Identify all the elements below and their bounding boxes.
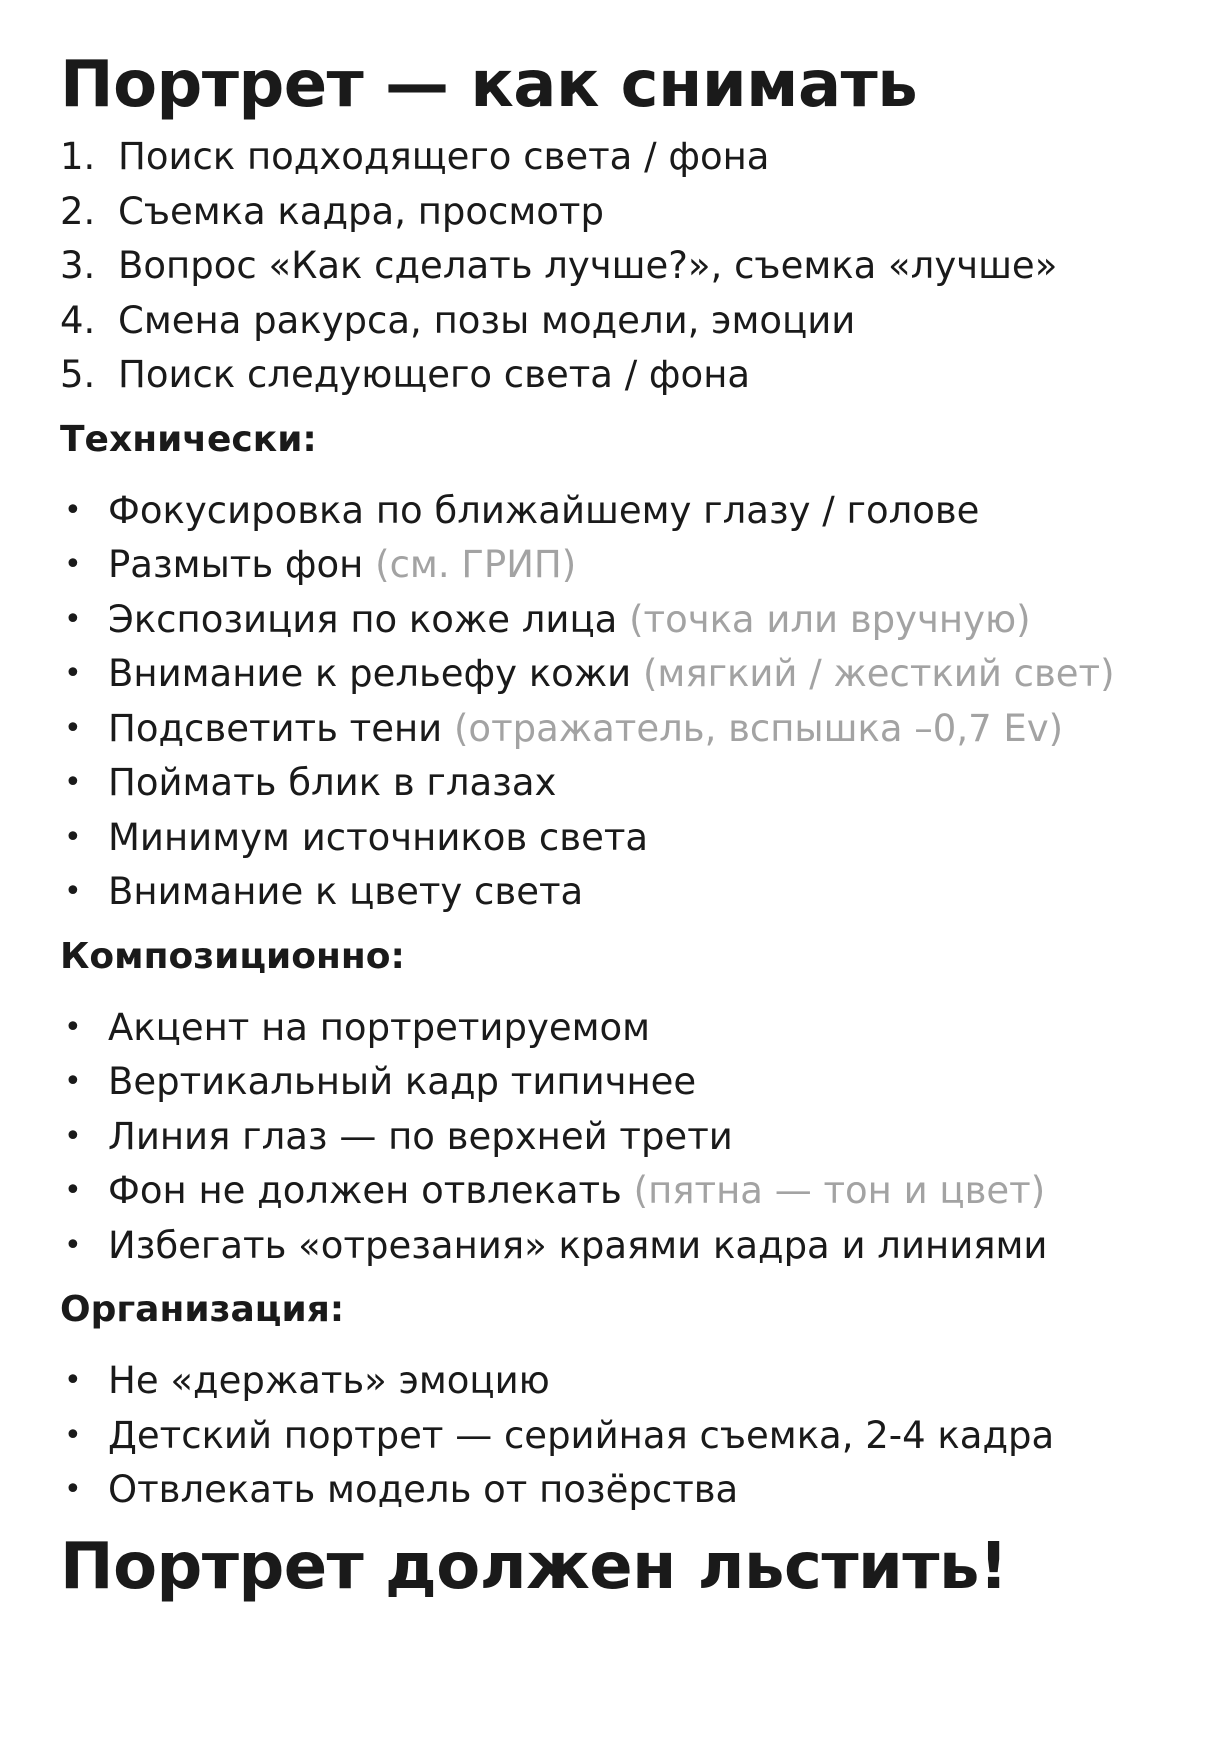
technical-item [60, 865, 1180, 920]
organization-item [60, 1463, 1180, 1518]
technical-item [60, 593, 1180, 648]
step-number: 1. [60, 135, 96, 178]
item-text: Фон не должен отвлекать [108, 1169, 622, 1212]
bullet-icon: • [64, 656, 82, 691]
item-text: Внимание к цвету света [108, 870, 584, 913]
page-title: Портрет — как снимать [60, 48, 918, 122]
document-page [60, 40, 1180, 1610]
step-text: Поиск следующего света / фона [118, 353, 751, 396]
item-note: (точка или вручную) [629, 597, 1031, 641]
item-text: Поймать блик в глазах [108, 761, 557, 804]
item-text: Отвлекать модель от позёрства [108, 1468, 739, 1511]
bullet-icon: • [64, 819, 82, 855]
composition-item [60, 1001, 1180, 1056]
step-item [60, 294, 1180, 349]
step-number: 3. [60, 244, 96, 287]
item-text: Размыть фон [108, 543, 364, 586]
technical-item [60, 702, 1180, 757]
technical-item [60, 811, 1180, 866]
item-text: Акцент на портретируемом [108, 1005, 651, 1049]
steps-list [60, 130, 1180, 403]
bullet-icon: • [64, 1472, 82, 1507]
item-text: Вертикальный кадр типичнее [108, 1060, 697, 1103]
step-item [60, 239, 1180, 294]
technical-heading: Технически: [60, 418, 317, 460]
organization-list [60, 1354, 1180, 1518]
technical-item [60, 756, 1180, 811]
composition-item [60, 1055, 1180, 1110]
step-number: 5. [60, 353, 96, 396]
composition-item [60, 1110, 1180, 1165]
bullet-icon: • [64, 1173, 82, 1208]
item-note: (отражатель, вспышка –0,7 Ev) [454, 706, 1064, 750]
item-text: Подсветить тени [108, 706, 443, 750]
item-text: Избегать «отрезания» краями кадра и линиями [108, 1223, 1048, 1267]
technical-item [60, 484, 1180, 539]
item-note: (пятна — тон и цвет) [633, 1169, 1046, 1212]
bullet-icon: • [64, 874, 82, 909]
bullet-icon: • [64, 1417, 82, 1453]
composition-heading: Композиционно: [60, 935, 405, 977]
step-text: Вопрос «Как сделать лучше?», съемка «лучше» [118, 244, 1058, 287]
technical-list [60, 484, 1180, 920]
item-note: (см. ГРИП) [375, 543, 577, 586]
composition-item [60, 1164, 1180, 1219]
bullet-icon: • [64, 492, 82, 528]
item-note: (мягкий / жесткий свет) [642, 652, 1115, 695]
item-text: Внимание к рельефу кожи [108, 652, 632, 695]
bullet-icon: • [64, 1118, 82, 1154]
composition-list [60, 1001, 1180, 1274]
bullet-icon: • [64, 710, 82, 746]
organization-item [60, 1409, 1180, 1464]
bullet-icon: • [64, 1363, 82, 1398]
item-text: Фокусировка по ближайшему глазу / голове [108, 488, 980, 532]
bullet-icon: • [64, 547, 82, 582]
bullet-icon: • [64, 1064, 82, 1099]
step-text: Съемка кадра, просмотр [118, 189, 604, 233]
bullet-icon: • [64, 601, 82, 637]
step-item [60, 348, 1180, 403]
bullet-icon: • [64, 765, 82, 800]
item-text: Линия глаз — по верхней трети [108, 1114, 733, 1158]
item-text: Детский портрет — серийная съемка, 2-4 кадра [108, 1413, 1055, 1457]
step-item [60, 185, 1180, 240]
closing-statement: Портрет должен льстить! [60, 1529, 1008, 1604]
composition-item [60, 1219, 1180, 1274]
technical-item [60, 647, 1180, 702]
bullet-icon: • [64, 1009, 82, 1045]
item-text: Минимум источников света [108, 815, 649, 859]
item-text: Не «держать» эмоцию [108, 1359, 550, 1402]
step-text: Поиск подходящего света / фона [118, 135, 770, 178]
step-text: Смена ракурса, позы модели, эмоции [118, 298, 856, 342]
bullet-icon: • [64, 1227, 82, 1263]
step-number: 2. [60, 189, 96, 233]
item-text: Экспозиция по коже лица [108, 597, 618, 641]
step-item [60, 130, 1180, 185]
step-number: 4. [60, 298, 96, 342]
organization-heading: Организация: [60, 1289, 345, 1330]
technical-item [60, 538, 1180, 593]
organization-item [60, 1354, 1180, 1409]
